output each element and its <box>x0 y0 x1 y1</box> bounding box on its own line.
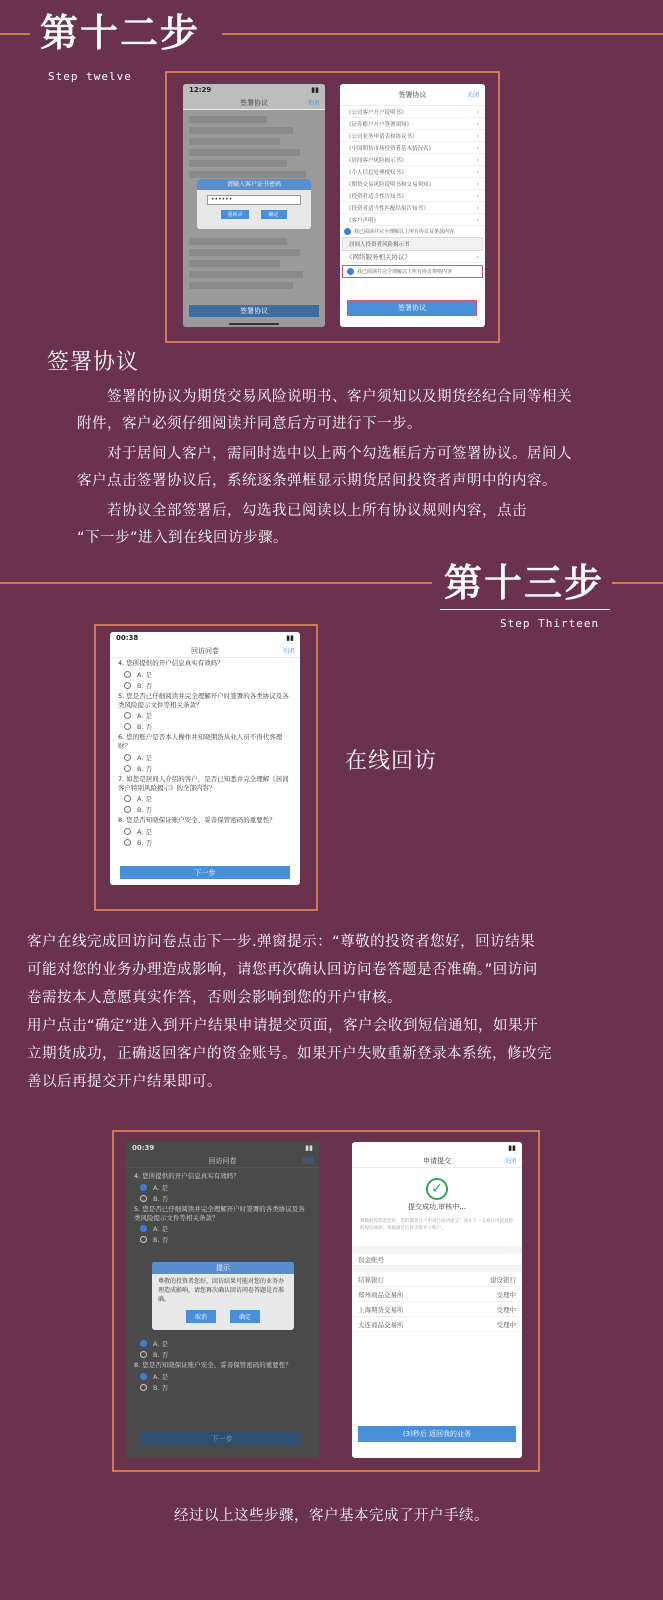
radio-icon[interactable] <box>124 839 131 846</box>
checkbox-icon[interactable] <box>344 228 351 235</box>
answer-option[interactable] <box>110 721 300 732</box>
chevron-right-icon: › <box>476 215 479 224</box>
screen-e-submit-result <box>352 1142 522 1458</box>
question-list <box>110 658 300 848</box>
chevron-right-icon: › <box>476 252 479 261</box>
answer-option[interactable] <box>110 837 300 848</box>
radio-icon[interactable] <box>124 765 131 772</box>
option-label: A. 是 <box>137 670 152 679</box>
close-link[interactable]: 关闭 <box>503 1158 516 1165</box>
result-row <box>352 1272 522 1287</box>
agreement-item[interactable] <box>340 118 485 130</box>
result-row <box>352 1302 522 1317</box>
option-b: B. 否 <box>153 1194 169 1203</box>
s13-p1-line1: 客户在线完成回访问卷点击下一步.弹窗提示：“尊敬的投资者您好，回访结果 <box>27 934 536 950</box>
chevron-right-icon: › <box>476 179 479 188</box>
nav-title: 回访问卷 <box>191 646 219 655</box>
time: 00:39 <box>132 1144 155 1152</box>
highlight-row[interactable] <box>342 237 483 251</box>
result-note: 尊敬的投资者您好，您的期货开户申请已成功提交！请在下一交易日内留意您的短信通知，审核通过后将为您开立账户。 <box>360 1219 513 1231</box>
agreement-label: 《证券账户开户签署须知》 <box>346 121 413 128</box>
radio-icon[interactable] <box>140 1340 147 1347</box>
question-text: 6. 您的账户是否本人操作并知晓期货从业人员不得代客理财？ <box>118 733 283 751</box>
agreement-item[interactable] <box>340 190 485 202</box>
step12-subtitle: Step twelve <box>48 70 132 83</box>
agreement-label: 《居间客户风险揭示书》 <box>346 157 407 164</box>
modal-title: 提示 <box>152 1262 294 1274</box>
option-label: A. 是 <box>137 753 152 762</box>
section12-heading: 签署协议 <box>47 350 140 375</box>
agreement-item[interactable] <box>340 142 485 154</box>
close-link[interactable]: 关闭 <box>300 1158 313 1165</box>
chevron-right-icon: › <box>476 143 479 152</box>
question-text: 4. 您所提供的开户信息真实有效吗？ <box>118 659 224 667</box>
step12-line-left <box>0 33 30 35</box>
modal-cancel-button[interactable]: 取消 <box>186 1310 216 1323</box>
time: 12:29 <box>189 86 212 94</box>
radio-icon[interactable] <box>140 1384 147 1391</box>
option-label: B. 否 <box>137 764 153 773</box>
check1-row[interactable] <box>340 226 485 237</box>
p1-line1: 签署的协议为期货交易风险说明书、客户须知以及期货经纪合同等相关 <box>107 389 572 405</box>
p3-line1: 若协议全部签署后，勾选我已阅读以上所有协议规则内容，点击 <box>107 503 527 519</box>
agreement-label: 《客户声明》 <box>346 217 380 224</box>
password-dialog <box>197 179 311 229</box>
question-text: 8. 您是否知晓保证账户安全、妥善保管密码的重要性？ <box>118 816 276 825</box>
step13-subtitle: Step Thirteen <box>500 617 600 630</box>
chevron-right-icon: › <box>476 131 479 140</box>
close-link[interactable]: 关闭 <box>306 100 319 107</box>
answer-option[interactable] <box>110 793 300 804</box>
radio-icon[interactable] <box>124 671 131 678</box>
check2-label: 我已阅读并完全理解以上所有协议规则内容 <box>357 269 453 275</box>
p1-line2: 附件，客户必须仔细阅读并同意后方可进行下一步。 <box>77 415 422 432</box>
result-rows <box>352 1272 522 1332</box>
battery-icon: ▮▮ <box>311 86 319 94</box>
result-status: 建设银行 <box>490 1275 516 1284</box>
radio-icon[interactable] <box>124 806 131 813</box>
return-button[interactable]: (3)秒后 返回我的业务 <box>358 1426 516 1442</box>
step13-line-left <box>0 582 432 584</box>
option-label: B. 否 <box>137 806 153 815</box>
modal-text: 尊敬的投资者您好，回访结果可能对您的业务办理造成影响，请您再次确认回访问卷答题是否准确。 <box>158 1278 285 1303</box>
answer-option[interactable] <box>110 669 300 680</box>
option-label: B. 否 <box>137 723 153 732</box>
nav-title: 回访问卷 <box>208 1156 237 1165</box>
dialog-cancel-button[interactable]: 重新录 <box>221 210 248 219</box>
answer-option[interactable] <box>110 804 300 815</box>
radio-icon[interactable] <box>140 1351 147 1358</box>
agreement-label: 《期货交易风险说明书和交易须知》 <box>346 181 435 188</box>
option-label: B. 否 <box>137 839 153 848</box>
radio-icon[interactable] <box>124 795 131 802</box>
section12-body-3 <box>77 498 637 551</box>
section13-body <box>27 928 647 1096</box>
agreement-label: 《投资者适当性匹配结果告知书》 <box>346 205 429 212</box>
chevron-right-icon: › <box>476 107 479 116</box>
step13-title: 第十三步 <box>444 560 605 605</box>
answer-option[interactable] <box>110 680 300 691</box>
account-row <box>352 1254 522 1266</box>
p2-line1: 对于居间人客户，需同时选中以上两个勾选框后方可签署协议。居间人 <box>107 446 572 462</box>
success-check-icon: ✓ <box>426 1178 448 1200</box>
result-name: 郑州商品交易所 <box>358 1290 404 1299</box>
radio-icon[interactable] <box>140 1195 147 1202</box>
result-status: 受理中 <box>496 1305 516 1314</box>
question-5: 5. 您是否已仔细阅读并完全理解开户时签署的各类协议及各类风险提示文件等相关条款？ <box>134 1204 305 1222</box>
check2-row[interactable] <box>342 265 483 278</box>
radio-icon[interactable] <box>140 1225 147 1232</box>
screen-c-questionnaire <box>110 632 300 885</box>
agreement-label: 《中国期货市场投资者基本情况表》 <box>346 145 435 152</box>
chevron-right-icon: › <box>476 119 479 128</box>
s13-p2-line1: 用户点击“确定”进入到开户结果申请提交页面，客户会收到短信通知，如果开 <box>27 1018 539 1034</box>
screen-b-agreement-list <box>340 84 485 327</box>
agreement-item[interactable] <box>340 202 485 214</box>
agreement-item[interactable] <box>340 106 485 118</box>
option-label: A. 是 <box>137 828 152 837</box>
close-link[interactable]: 关闭 <box>466 92 479 99</box>
result-row <box>352 1287 522 1302</box>
dialog-title: 请输入客户证书密码 <box>197 179 311 190</box>
step13-line-right <box>612 582 663 584</box>
answer-option[interactable] <box>110 826 300 837</box>
chevron-right-icon: › <box>476 167 479 176</box>
radio-icon[interactable] <box>124 754 131 761</box>
checkbox-icon[interactable] <box>347 268 354 275</box>
time: 00:38 <box>116 634 139 642</box>
agreement-label: 《投资者适当性告知书》 <box>346 193 407 200</box>
dimmed-list-2 <box>189 234 319 293</box>
sign-button[interactable]: 签署协议 <box>348 301 476 315</box>
dimmed-list <box>183 110 325 184</box>
option-a: A. 是 <box>153 1225 168 1234</box>
radio-icon[interactable] <box>140 1236 147 1243</box>
option-a: A. 是 <box>153 1372 168 1381</box>
s13-p2-line2: 立期货成功，正确返回客户的资金账号。如果开户失败重新登录本系统，修改完 <box>27 1046 552 1062</box>
result-name: 结算银行 <box>358 1275 384 1284</box>
agreement-label: 《公司业务申请表和协议书》 <box>346 133 418 140</box>
radio-icon[interactable] <box>124 712 131 719</box>
nav-title: 签署协议 <box>240 98 268 107</box>
chevron-right-icon: › <box>476 203 479 212</box>
agreement-item[interactable] <box>340 130 485 142</box>
option-b: B. 否 <box>153 1383 169 1392</box>
p2-line2: 客户点击签署协议后，系统逐条弹框显示期货居间投资者声明中的内容。 <box>77 472 557 489</box>
option-label: B. 否 <box>137 681 153 690</box>
closing-text: 经过以上这些步骤，客户基本完成了开户手续。 <box>174 1508 489 1524</box>
screen-d-confirm-modal <box>126 1142 319 1458</box>
option-b: B. 否 <box>153 1236 169 1245</box>
battery-icon: ▮▮ <box>508 1144 516 1152</box>
confirm-modal <box>152 1262 294 1330</box>
radio-icon[interactable] <box>140 1373 147 1380</box>
result-name: 上海期货交易所 <box>358 1305 404 1314</box>
account-label: 资金账号 <box>358 1256 384 1264</box>
question-4: 4. 您所提供的开户信息真实有效吗？ <box>134 1172 240 1180</box>
screen-a-sign-password <box>183 84 325 327</box>
result-status: 受理中 <box>496 1320 516 1329</box>
step12-line-right <box>222 33 663 35</box>
question-text: 7. 如您是居间人介绍的客户，是否已知悉并完全理解《居间客户特别风险揭示》的全部内容？ <box>118 774 289 792</box>
p3-line2: “下一步”进入到在线回访步骤。 <box>77 529 289 546</box>
result-row <box>352 1317 522 1332</box>
option-label: A. 是 <box>137 712 152 721</box>
next-button[interactable]: 下一步 <box>142 1432 302 1446</box>
section12-body-2 <box>77 441 647 494</box>
agreement-item[interactable] <box>340 154 485 166</box>
answer-option[interactable] <box>110 710 300 721</box>
chevron-right-icon: › <box>476 155 479 164</box>
battery-icon: ▮▮ <box>286 634 294 642</box>
nav-title: 申请提交 <box>423 1156 451 1165</box>
step12-title: 第十二步 <box>40 10 201 55</box>
radio-icon[interactable] <box>124 723 131 730</box>
agreement-item[interactable] <box>340 166 485 178</box>
radio-icon[interactable] <box>124 682 131 689</box>
s13-p1-line3: 卷需按本人意愿真实作答，否则会影响到您的开户审核。 <box>27 990 402 1006</box>
agreement-list <box>340 106 485 226</box>
sign-button[interactable]: 签署协议 <box>189 305 319 317</box>
question-8: 8. 您是否知晓保证账户安全、妥善保管密码的重要性？ <box>134 1361 292 1369</box>
next-button[interactable]: 下一步 <box>120 866 290 879</box>
battery-icon: ▮▮ <box>305 1144 313 1152</box>
radio-icon[interactable] <box>124 828 131 835</box>
section12-body <box>77 384 637 437</box>
close-link[interactable]: 关闭 <box>281 648 294 655</box>
option-a: A. 是 <box>153 1183 168 1192</box>
result-name: 大连商品交易所 <box>358 1320 404 1329</box>
agreement-label: 《公司客户开户说明书》 <box>346 109 407 116</box>
option-a: A. 是 <box>153 1340 168 1348</box>
answer-option[interactable] <box>110 752 300 763</box>
result-status: 受理中 <box>496 1290 516 1299</box>
s13-p1-line2: 可能对您的业务办理造成影响，请您再次确认回访问卷答题是否准确。”回访问 <box>27 962 538 978</box>
question-text: 5. 您是否已仔细阅读并完全理解开户时签署的各类协议及各类风险提示文件等相关条款？ <box>118 691 289 709</box>
highlight-label: 居间人投资者风险揭示书 <box>349 242 410 248</box>
check1-label: 我已阅读并完全理解以上所有协议及条款内容 <box>354 229 455 235</box>
modal-ok-button[interactable]: 确定 <box>230 1310 260 1323</box>
success-text: 提交成功,审核中... <box>408 1203 466 1211</box>
option-label: A. 是 <box>137 795 152 804</box>
online-visit-label: 在线回访 <box>345 749 438 774</box>
step13-underline <box>440 609 610 610</box>
agreement-label: 《个人信息处理授权书》 <box>346 169 407 176</box>
option-b: B. 否 <box>153 1351 169 1359</box>
dialog-ok-button[interactable]: 确定 <box>261 210 287 219</box>
s13-p2-line3: 善以后再提交开户结果即可。 <box>27 1074 222 1090</box>
nav-title: 签署协议 <box>398 90 427 99</box>
agreement-item[interactable] <box>340 214 485 226</box>
home-indicator <box>229 323 279 325</box>
agreement-item[interactable] <box>340 178 485 190</box>
radio-icon[interactable] <box>140 1184 147 1191</box>
answer-option[interactable] <box>110 763 300 774</box>
extra-row[interactable]: 《网络服务相关协议》 › <box>340 251 485 263</box>
password-input[interactable]: •••••• <box>207 195 301 205</box>
chevron-right-icon: › <box>476 191 479 200</box>
